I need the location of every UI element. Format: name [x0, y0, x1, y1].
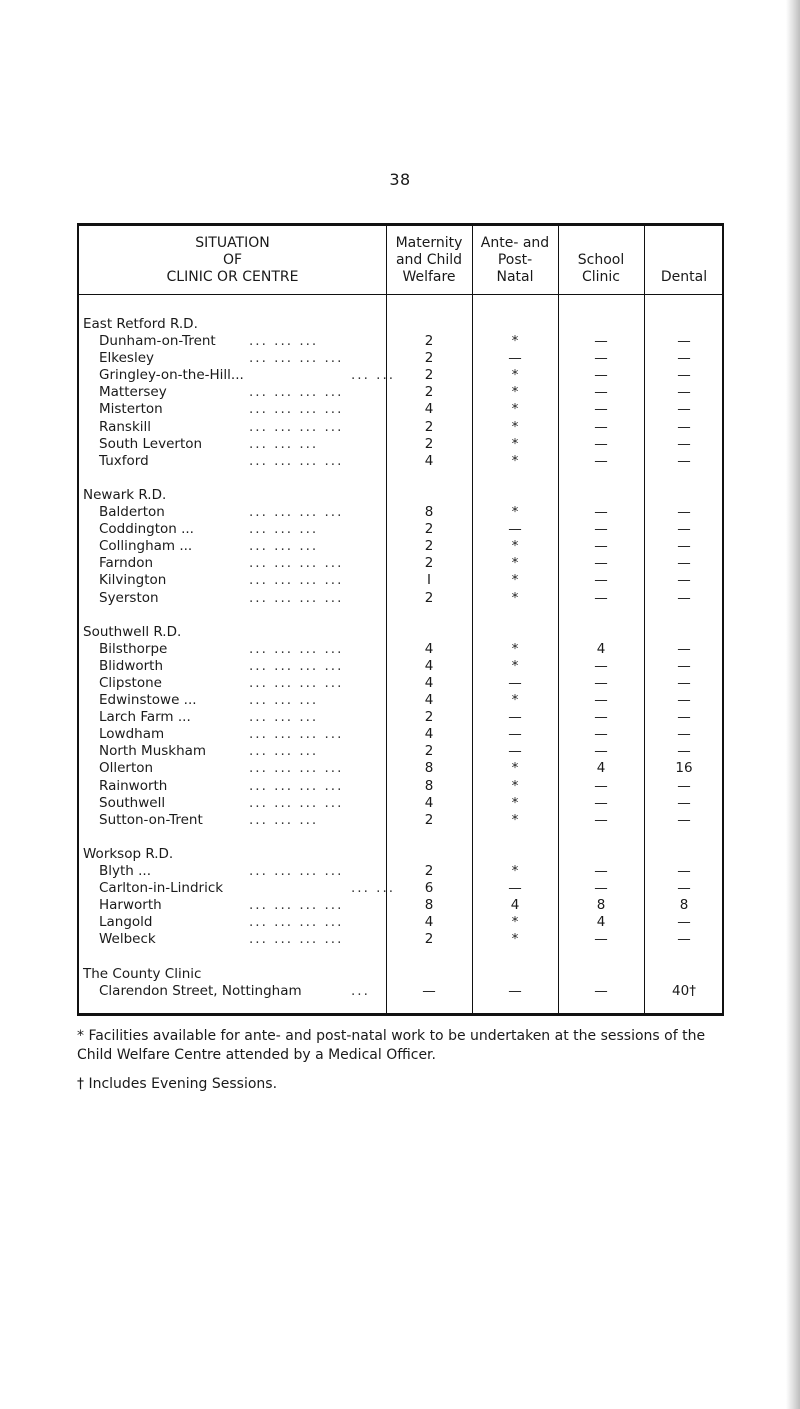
leader-dots: ... ... ... ...: [249, 657, 344, 674]
maternity-value: —: [422, 982, 436, 999]
maternity-value: 2: [424, 435, 434, 452]
clinic-name: Larch Farm ...: [99, 709, 191, 726]
table-row: [79, 778, 722, 795]
clinic-name: Bilsthorpe: [99, 640, 168, 657]
table-row: [79, 692, 722, 709]
school-value: —: [594, 589, 608, 606]
header-line: Maternity: [395, 235, 463, 251]
table-row: [79, 897, 722, 914]
dental-value: —: [677, 504, 691, 521]
maternity-value: 4: [424, 726, 434, 743]
district-name: East Retford R.D.: [83, 316, 198, 332]
antenatal-value: *: [511, 504, 519, 521]
dental-value: —: [677, 384, 691, 401]
table-row: [79, 453, 722, 470]
district-heading: [79, 966, 722, 983]
school-value: —: [594, 692, 608, 709]
group-spacer: [79, 607, 722, 624]
maternity-value: 4: [424, 401, 434, 418]
clinic-name: Blyth ...: [99, 863, 152, 879]
header-divider: [79, 294, 722, 295]
antenatal-value: *: [511, 555, 519, 572]
dental-value: —: [677, 931, 691, 948]
clinic-name: Sutton-on-Trent: [99, 811, 203, 828]
dental-value: —: [677, 589, 691, 606]
clinics-table: [77, 223, 724, 1016]
group-spacer: [79, 948, 722, 965]
antenatal-value: *: [511, 914, 519, 931]
leader-dots: ... ... ... ...: [249, 418, 344, 435]
maternity-value: 2: [424, 367, 434, 384]
leader-dots: ... ... ... ...: [249, 401, 344, 418]
table-row: [79, 983, 722, 1000]
page-number: 38: [389, 170, 411, 189]
antenatal-value: —: [508, 350, 522, 367]
maternity-value: 8: [424, 760, 434, 777]
antenatal-value: *: [511, 863, 519, 879]
leader-dots: ... ... ... ...: [249, 504, 344, 521]
table-row: [79, 709, 722, 726]
table-row: [79, 436, 722, 453]
school-value: —: [594, 726, 608, 743]
maternity-value: 2: [424, 384, 434, 401]
leader-dots: ... ... ... ...: [249, 931, 344, 948]
dental-value: —: [677, 692, 691, 709]
leader-dots: ... ... ... ...: [249, 640, 344, 657]
header-maternity: [386, 226, 472, 294]
school-value: —: [594, 794, 608, 811]
clinic-name: Carlton-in-Lindrick: [99, 880, 224, 897]
clinic-name: Coddington ...: [99, 521, 194, 538]
district-heading: [79, 846, 722, 863]
leader-dots: ... ... ... ...: [249, 674, 344, 691]
table-row: [79, 350, 722, 367]
dental-value: 40†: [672, 982, 696, 999]
dental-value: —: [677, 538, 691, 555]
table-row: [79, 419, 722, 436]
table-row: [79, 641, 722, 658]
clinic-name: Blidworth: [99, 657, 164, 674]
antenatal-value: —: [508, 521, 522, 538]
maternity-value: 2: [424, 521, 434, 538]
table-row: [79, 863, 722, 880]
leader-dots: ... ... ...: [249, 709, 319, 726]
header-line: Dental: [660, 269, 708, 285]
header-line: School: [577, 252, 625, 268]
antenatal-value: *: [511, 657, 519, 674]
school-value: —: [594, 333, 608, 350]
school-value: 4: [596, 640, 606, 657]
dental-value: —: [677, 914, 691, 931]
antenatal-value: *: [511, 401, 519, 418]
header-line: and Child: [395, 252, 463, 268]
maternity-value: 4: [424, 692, 434, 709]
clinic-name: Balderton: [99, 504, 165, 521]
maternity-value: 2: [424, 931, 434, 948]
school-value: 4: [596, 914, 606, 931]
maternity-value: 2: [424, 863, 434, 879]
dental-value: —: [677, 863, 691, 879]
dental-value: —: [677, 435, 691, 452]
clinic-name: Gringley-on-the-Hill...: [99, 367, 244, 384]
school-value: —: [594, 367, 608, 384]
antenatal-value: 4: [510, 897, 520, 914]
header-line: Clinic: [581, 269, 620, 285]
maternity-value: 8: [424, 504, 434, 521]
antenatal-value: *: [511, 640, 519, 657]
leader-dots: ... ... ... ...: [249, 589, 344, 606]
header-line: Ante- and: [480, 235, 550, 251]
table-row: [79, 760, 722, 777]
antenatal-value: *: [511, 931, 519, 948]
table-row: [79, 812, 722, 829]
maternity-value: 4: [424, 640, 434, 657]
clinic-name: North Muskham: [99, 743, 207, 760]
dental-value: —: [677, 333, 691, 350]
leader-dots: ... ... ... ...: [249, 794, 344, 811]
clinic-name: Syerston: [99, 589, 159, 606]
page-edge-shadow: [786, 0, 800, 1409]
maternity-value: 8: [424, 897, 434, 914]
group-spacer: [79, 470, 722, 487]
school-value: —: [594, 401, 608, 418]
leader-dots: ... ... ... ...: [249, 572, 344, 589]
leader-dots: ... ... ... ...: [249, 914, 344, 931]
clinic-name: Langold: [99, 914, 153, 931]
district-name: Worksop R.D.: [83, 845, 174, 862]
table-row: [79, 914, 722, 931]
maternity-value: 2: [424, 811, 434, 828]
antenatal-value: —: [508, 726, 522, 743]
clinic-name: Clipstone: [99, 674, 162, 691]
clinic-name: South Leverton: [99, 435, 203, 452]
table-row: [79, 367, 722, 384]
antenatal-value: *: [511, 589, 519, 606]
clinic-name: Farndon: [99, 555, 154, 572]
header-situation: [79, 226, 386, 294]
maternity-value: 2: [424, 350, 434, 367]
clinic-name: Clarendon Street, Nottingham: [99, 982, 302, 999]
school-value: —: [594, 521, 608, 538]
leader-dots: ... ... ...: [249, 692, 319, 709]
dental-value: —: [677, 811, 691, 828]
dental-value: —: [677, 350, 691, 367]
dental-value: —: [677, 674, 691, 691]
dental-value: —: [677, 367, 691, 384]
antenatal-value: *: [511, 794, 519, 811]
school-value: —: [594, 811, 608, 828]
district-heading: [79, 487, 722, 504]
district-name: Newark R.D.: [83, 486, 167, 503]
maternity-value: 4: [424, 657, 434, 674]
leader-dots: ... ... ... ...: [249, 760, 344, 777]
header-line: CLINIC OR CENTRE: [166, 269, 299, 285]
leader-dots: ... ... ... ...: [249, 777, 344, 794]
school-value: —: [594, 931, 608, 948]
dental-value: —: [677, 880, 691, 897]
clinic-name: Kilvington: [99, 572, 167, 589]
antenatal-value: *: [511, 538, 519, 555]
dental-value: —: [677, 657, 691, 674]
leader-dots: ... ...: [351, 367, 396, 384]
table-row: [79, 880, 722, 897]
school-value: —: [594, 452, 608, 469]
header-antenatal: [472, 226, 558, 294]
header-line: SITUATION: [195, 235, 270, 251]
clinic-name: Ollerton: [99, 760, 154, 777]
district-name: Southwell R.D.: [83, 623, 182, 640]
clinic-name: Misterton: [99, 401, 163, 418]
dental-value: 16: [675, 760, 693, 777]
dental-value: —: [677, 401, 691, 418]
maternity-value: 4: [424, 914, 434, 931]
school-value: —: [594, 743, 608, 760]
table-row: [79, 931, 722, 948]
dental-value: —: [677, 777, 691, 794]
maternity-value: 2: [424, 709, 434, 726]
maternity-value: 4: [424, 452, 434, 469]
leader-dots: ... ... ...: [249, 333, 319, 350]
table-row: [79, 795, 722, 812]
maternity-value: 2: [424, 418, 434, 435]
clinic-name: Mattersey: [99, 384, 167, 401]
dental-value: —: [677, 572, 691, 589]
school-value: —: [594, 555, 608, 572]
leader-dots: ... ...: [351, 880, 396, 897]
leader-dots: ... ... ... ...: [249, 384, 344, 401]
clinic-name: Harworth: [99, 897, 162, 914]
school-value: —: [594, 709, 608, 726]
maternity-value: 6: [424, 880, 434, 897]
footnote-asterisk: * Facilities available for ante- and post-natal work to be undertaken at the sessions of the Child Welfare Centre attended by a Medical Officer.: [77, 1028, 706, 1063]
district-name: The County Clinic: [83, 965, 202, 982]
table-row: [79, 504, 722, 521]
antenatal-value: —: [508, 982, 522, 999]
clinic-name: Ranskill: [99, 418, 152, 435]
antenatal-value: *: [511, 777, 519, 794]
leader-dots: ... ... ... ...: [249, 863, 344, 879]
table-row: [79, 538, 722, 555]
clinic-name: Elkesley: [99, 350, 155, 367]
table-row: [79, 726, 722, 743]
group-spacer: [79, 829, 722, 846]
dental-value: —: [677, 726, 691, 743]
maternity-value: 2: [424, 555, 434, 572]
table-row: [79, 658, 722, 675]
clinic-name: Collingham ...: [99, 538, 193, 555]
dental-value: —: [677, 418, 691, 435]
leader-dots: ... ... ... ...: [249, 555, 344, 572]
table-row: [79, 555, 722, 572]
leader-dots: ... ... ...: [249, 811, 319, 828]
leader-dots: ...: [351, 982, 370, 999]
school-value: —: [594, 572, 608, 589]
clinic-name: Dunham-on-Trent: [99, 333, 216, 350]
dental-value: —: [677, 452, 691, 469]
antenatal-value: *: [511, 452, 519, 469]
antenatal-value: —: [508, 743, 522, 760]
antenatal-value: *: [511, 418, 519, 435]
table-row: [79, 743, 722, 760]
antenatal-value: —: [508, 880, 522, 897]
school-value: —: [594, 350, 608, 367]
antenatal-value: *: [511, 435, 519, 452]
clinic-name: Edwinstowe ...: [99, 692, 197, 709]
antenatal-value: *: [511, 572, 519, 589]
district-heading: [79, 624, 722, 641]
school-value: —: [594, 880, 608, 897]
maternity-value: 4: [424, 794, 434, 811]
header-line: OF: [222, 252, 243, 268]
antenatal-value: *: [511, 384, 519, 401]
school-value: —: [594, 418, 608, 435]
school-value: —: [594, 384, 608, 401]
maternity-value: 2: [424, 333, 434, 350]
table-row: [79, 333, 722, 350]
school-value: —: [594, 504, 608, 521]
leader-dots: ... ... ...: [249, 538, 319, 555]
table-row: [79, 401, 722, 418]
school-value: —: [594, 435, 608, 452]
leader-dots: ... ... ... ...: [249, 452, 344, 469]
footnote-dagger: † Includes Evening Sessions.: [77, 1076, 278, 1092]
antenatal-value: —: [508, 674, 522, 691]
district-heading: [79, 316, 722, 333]
leader-dots: ... ... ...: [249, 521, 319, 538]
maternity-value: 2: [424, 589, 434, 606]
antenatal-value: *: [511, 811, 519, 828]
table-row: [79, 590, 722, 607]
maternity-value: 4: [424, 674, 434, 691]
antenatal-value: *: [511, 333, 519, 350]
antenatal-value: *: [511, 692, 519, 709]
school-value: 8: [596, 897, 606, 914]
dental-value: —: [677, 709, 691, 726]
maternity-value: 2: [424, 743, 434, 760]
header-dental: [644, 226, 724, 294]
school-value: —: [594, 657, 608, 674]
header-line: Welfare: [402, 269, 456, 285]
dental-value: —: [677, 555, 691, 572]
antenatal-value: *: [511, 367, 519, 384]
dental-value: 8: [679, 897, 689, 914]
table-body: [79, 316, 722, 1000]
leader-dots: ... ... ... ...: [249, 726, 344, 743]
school-value: —: [594, 982, 608, 999]
header-school: [558, 226, 644, 294]
clinic-name: Tuxford: [99, 452, 149, 469]
maternity-value: 8: [424, 777, 434, 794]
dental-value: —: [677, 521, 691, 538]
school-value: —: [594, 863, 608, 879]
school-value: —: [594, 538, 608, 555]
dental-value: —: [677, 794, 691, 811]
school-value: 4: [596, 760, 606, 777]
antenatal-value: —: [508, 709, 522, 726]
footnotes: [77, 1027, 737, 1104]
leader-dots: ... ... ...: [249, 743, 319, 760]
antenatal-value: *: [511, 760, 519, 777]
school-value: —: [594, 674, 608, 691]
school-value: —: [594, 777, 608, 794]
clinic-name: Rainworth: [99, 777, 168, 794]
header-line: Post-: [497, 252, 533, 268]
leader-dots: ... ... ...: [249, 435, 319, 452]
dental-value: —: [677, 743, 691, 760]
clinic-name: Lowdham: [99, 726, 165, 743]
maternity-value: I: [427, 572, 431, 589]
clinic-name: Welbeck: [99, 931, 156, 948]
leader-dots: ... ... ... ...: [249, 897, 344, 914]
table-row: [79, 572, 722, 589]
table-row: [79, 384, 722, 401]
maternity-value: 2: [424, 538, 434, 555]
table-row: [79, 675, 722, 692]
table-row: [79, 521, 722, 538]
clinic-name: Southwell: [99, 794, 166, 811]
dental-value: —: [677, 640, 691, 657]
header-line: Natal: [496, 269, 534, 285]
leader-dots: ... ... ... ...: [249, 350, 344, 367]
